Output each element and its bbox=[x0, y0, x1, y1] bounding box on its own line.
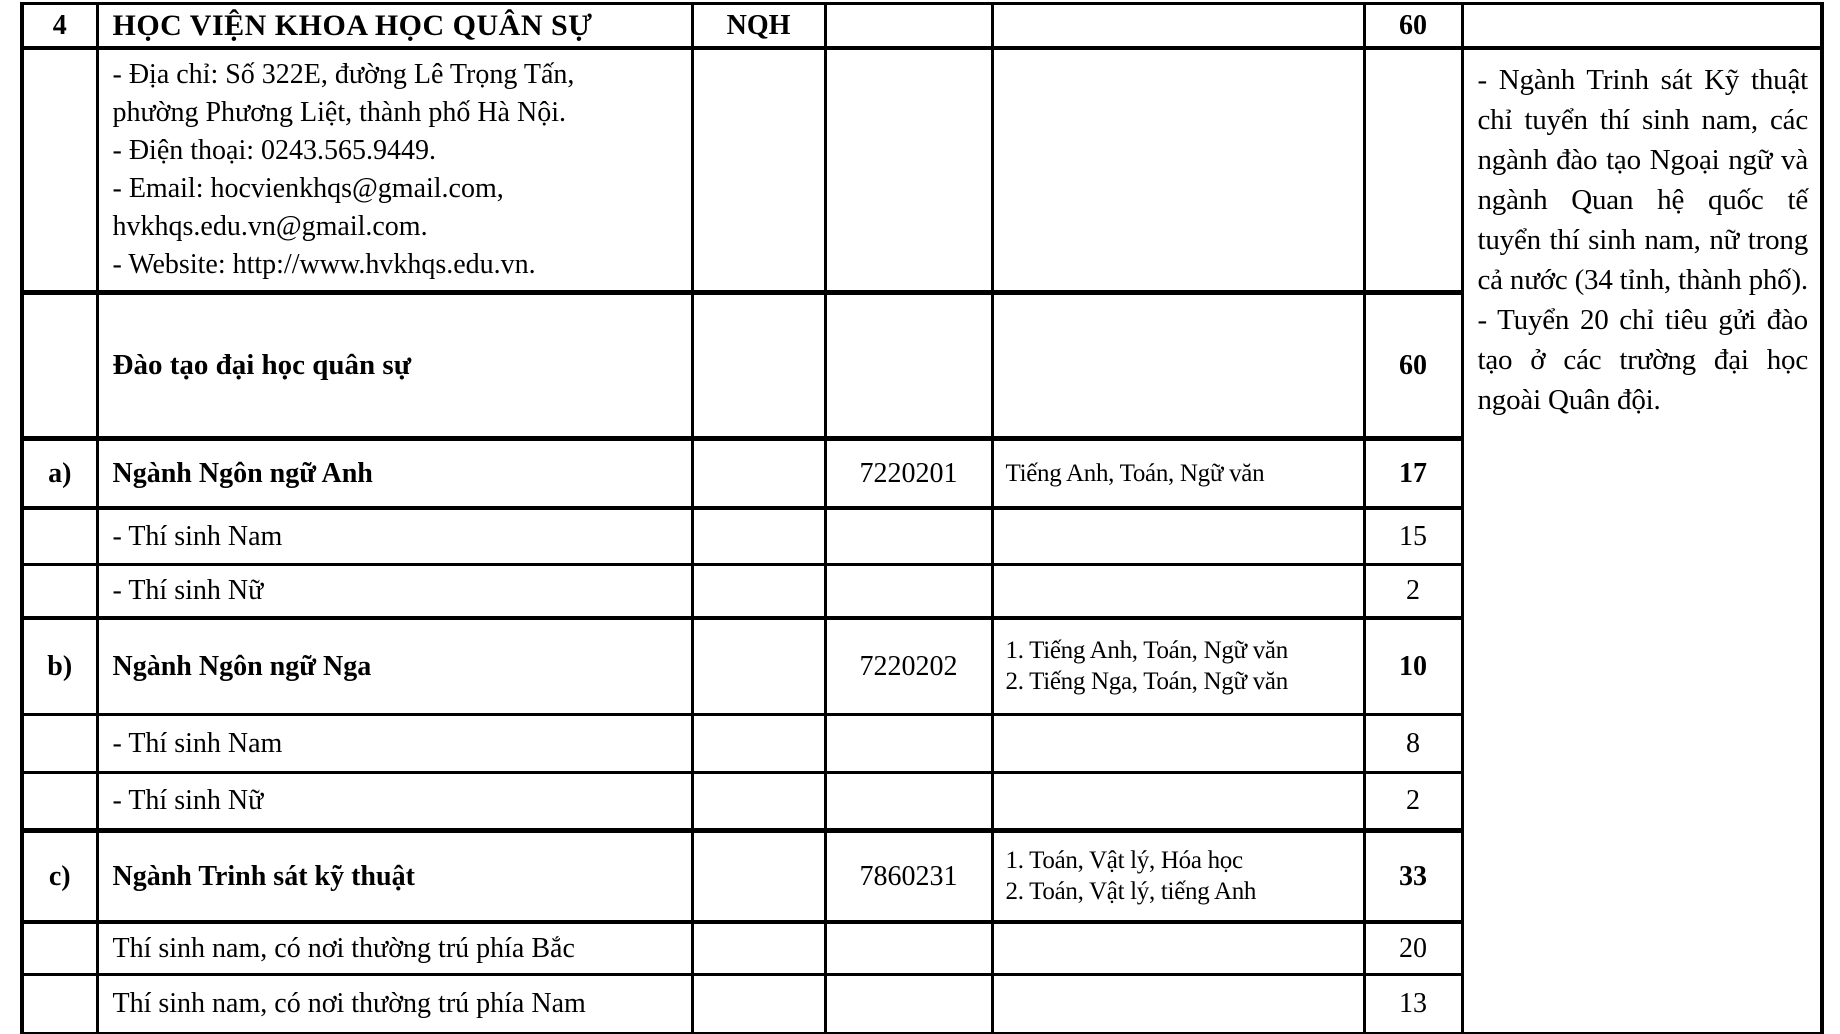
quota-value: 10 bbox=[1364, 618, 1462, 714]
subject-combination bbox=[992, 438, 1364, 508]
email-line: - Email: hocvienkhqs@gmail.com, hvkhqs.edu.vn@gmail.com. bbox=[112, 172, 504, 242]
notes-cell bbox=[1462, 48, 1822, 1034]
sub-category-label: - Thí sinh Nữ bbox=[97, 564, 692, 618]
major-code: 7220202 bbox=[825, 618, 992, 714]
subject-combination-cell bbox=[992, 564, 1364, 618]
school-code: NQH bbox=[692, 4, 825, 48]
ordinal-cell bbox=[22, 922, 97, 974]
ordinal-cell bbox=[22, 508, 97, 564]
school-code-cell bbox=[692, 714, 825, 772]
sub-category-label: - Thí sinh Nam bbox=[97, 714, 692, 772]
subject-line: 2. Toán, Vật lý, tiếng Anh bbox=[1005, 878, 1257, 906]
quota-value: 15 bbox=[1364, 508, 1462, 564]
subject-combination-cell bbox=[992, 974, 1364, 1034]
major-name: Ngành Ngôn ngữ Anh bbox=[97, 438, 692, 508]
subject-combination-cell bbox=[992, 772, 1364, 830]
quota-value: 60 bbox=[1364, 4, 1462, 48]
website-line: - Website: http://www.hvkhqs.edu.vn. bbox=[112, 248, 536, 280]
school-code-cell bbox=[692, 618, 825, 714]
major-code-cell bbox=[825, 4, 992, 48]
program-name: Đào tạo đại học quân sự bbox=[97, 292, 692, 438]
subject-line: Tiếng Anh, Toán, Ngữ văn bbox=[1005, 459, 1265, 487]
admissions-table bbox=[20, 2, 1824, 1034]
note-paragraph: - Ngành Trinh sát Kỹ thuật chỉ tuyển thí sinh nam, các ngành đào tạo Ngoại ngữ và ngành Quan hệ quốc tế tuyển thí sinh nam, nữ trong cả nước (34 tỉnh, thành phố). bbox=[1477, 63, 1808, 296]
subject-combination-cell bbox=[992, 714, 1364, 772]
subject-combination-cell bbox=[992, 4, 1364, 48]
school-code-cell bbox=[692, 830, 825, 922]
major-code-cell bbox=[825, 564, 992, 618]
ordinal-cell bbox=[22, 48, 97, 293]
ordinal-cell: 4 bbox=[22, 4, 97, 48]
quota-value: 8 bbox=[1364, 714, 1462, 772]
ordinal-cell: c) bbox=[22, 830, 97, 922]
quota-value: 17 bbox=[1364, 438, 1462, 508]
major-code-cell bbox=[825, 508, 992, 564]
quota-value: 20 bbox=[1364, 922, 1462, 974]
quota-value: 13 bbox=[1364, 974, 1462, 1034]
subject-combination bbox=[992, 830, 1364, 922]
school-code-cell bbox=[692, 974, 825, 1034]
school-code-cell bbox=[692, 922, 825, 974]
subject-combination-cell bbox=[992, 48, 1364, 293]
major-code-cell bbox=[825, 714, 992, 772]
major-code-cell bbox=[825, 292, 992, 438]
sub-category-label: Thí sinh nam, có nơi thường trú phía Nam bbox=[97, 974, 692, 1034]
subject-combination bbox=[992, 618, 1364, 714]
ordinal-cell bbox=[22, 292, 97, 438]
school-code-cell bbox=[692, 48, 825, 293]
ordinal-cell: a) bbox=[22, 438, 97, 508]
ordinal-cell bbox=[22, 714, 97, 772]
ordinal-cell bbox=[22, 772, 97, 830]
major-code: 7860231 bbox=[825, 830, 992, 922]
major-name: Ngành Trinh sát kỹ thuật bbox=[97, 830, 692, 922]
major-name: Ngành Ngôn ngữ Nga bbox=[97, 618, 692, 714]
phone-line: - Điện thoại: 0243.565.9449. bbox=[112, 134, 437, 166]
quota-value: 2 bbox=[1364, 772, 1462, 830]
school-code-cell bbox=[692, 772, 825, 830]
school-code-cell bbox=[692, 508, 825, 564]
ordinal-cell: b) bbox=[22, 618, 97, 714]
sub-category-label: - Thí sinh Nữ bbox=[97, 772, 692, 830]
major-code: 7220201 bbox=[825, 438, 992, 508]
ordinal-cell bbox=[22, 974, 97, 1034]
school-code-cell bbox=[692, 564, 825, 618]
quota-value: 60 bbox=[1364, 292, 1462, 438]
address-line: - Địa chỉ: Số 322E, đường Lê Trọng Tấn, phường Phương Liệt, thành phố Hà Nội. bbox=[112, 58, 575, 128]
academy-name: HỌC VIỆN KHOA HỌC QUÂN SỰ bbox=[97, 4, 692, 48]
sub-category-label: Thí sinh nam, có nơi thường trú phía Bắc bbox=[97, 922, 692, 974]
table-row bbox=[22, 48, 1822, 293]
major-code-cell bbox=[825, 772, 992, 830]
subject-combination-cell bbox=[992, 508, 1364, 564]
subject-line: 1. Tiếng Anh, Toán, Ngữ văn bbox=[1005, 637, 1288, 664]
subject-line: 2. Tiếng Nga, Toán, Ngữ văn bbox=[1005, 668, 1288, 696]
table-row bbox=[22, 4, 1822, 48]
ordinal-cell bbox=[22, 564, 97, 618]
contact-info bbox=[97, 48, 692, 293]
note-paragraph: - Tuyển 20 chỉ tiêu gửi đào tạo ở các trường đại học ngoài Quân đội. bbox=[1477, 303, 1808, 416]
school-code-cell bbox=[692, 292, 825, 438]
subject-combination-cell bbox=[992, 292, 1364, 438]
subject-combination-cell bbox=[992, 922, 1364, 974]
quota-value: 2 bbox=[1364, 564, 1462, 618]
notes-cell-empty bbox=[1462, 4, 1822, 48]
sub-category-label: - Thí sinh Nam bbox=[97, 508, 692, 564]
major-code-cell bbox=[825, 974, 992, 1034]
major-code-cell bbox=[825, 922, 992, 974]
school-code-cell bbox=[692, 438, 825, 508]
quota-value: 33 bbox=[1364, 830, 1462, 922]
subject-line: 1. Toán, Vật lý, Hóa học bbox=[1005, 847, 1243, 874]
quota-cell bbox=[1364, 48, 1462, 293]
major-code-cell bbox=[825, 48, 992, 293]
